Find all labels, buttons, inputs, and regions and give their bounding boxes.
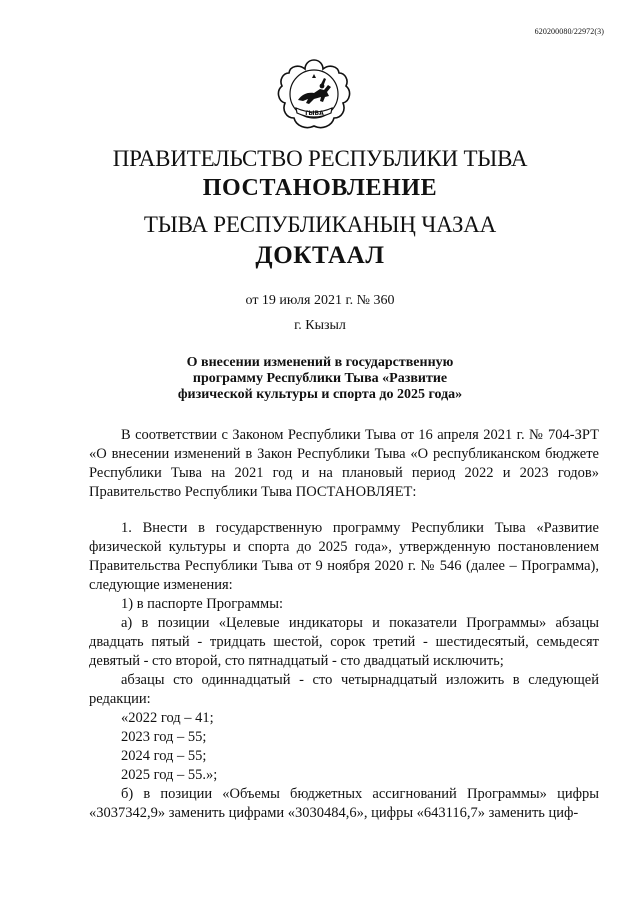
document-id: 620200080/22972(3) xyxy=(534,27,604,36)
title-line: физической культуры и спорта до 2025 года» xyxy=(177,387,463,402)
intro-paragraph xyxy=(89,426,599,502)
paragraph: б) в позиции «Объемы бюджетных ассигнований Программы» цифры «3037342,9» заменить цифрами «3030484,6», цифры «643116,7» заменить циф- xyxy=(89,786,599,821)
list-item: «2022 год – 41; xyxy=(121,710,214,726)
government-title-ru: ПРАВИТЕЛЬСТВО РЕСПУБЛИКИ ТЫВА xyxy=(112,146,528,171)
decree-type-ru: ПОСТАНОВЛЕНИЕ xyxy=(202,175,438,201)
decree-type-tyv: ДОКТААЛ xyxy=(255,242,385,269)
list-item: 2025 год – 55.»; xyxy=(121,767,218,783)
government-title-tyv: ТЫВА РЕСПУБЛИКАНЫҢ ЧАЗАА xyxy=(143,212,497,237)
list-item: 2023 год – 55; xyxy=(121,729,207,745)
paragraph: 1) в паспорте Программы: xyxy=(121,596,283,612)
title-line: программу Республики Тыва «Развитие xyxy=(192,371,448,386)
decree-body xyxy=(89,519,599,823)
paragraph: 1. Внести в государственную программу Республики Тыва «Развитие физической культуры и спорта до 2025 года», утвержденную постановлением Правительства Республики Тыва от 9 ноября 2020 г. № 546 (далее – Программа), следующие изменения: xyxy=(89,520,599,593)
list-item: 2024 год – 55; xyxy=(121,748,207,764)
title-line: О внесении изменений в государственную xyxy=(186,355,454,370)
decree-city: г. Кызыл xyxy=(294,318,346,333)
tyva-coat-of-arms-icon xyxy=(276,56,352,134)
paragraph: а) в позиции «Целевые индикаторы и показатели Программы» абзацы двадцать пятый - тридцать шестой, сорок третий - шестидесятый, семьдесят девятый - сто второй, сто пятнадцатый - сто двадцатый исключить; xyxy=(89,615,599,669)
paragraph: В соответствии с Законом Республики Тыва от 16 апреля 2021 г. № 704-ЗРТ «О внесении изменений в Закон Республики Тыва «О республиканском бюджете Республики Тыва на 2021 год и на плановый период 2022 и 2023 годов» Правительство Республики Тыва ПОСТАНОВЛЯЕТ: xyxy=(89,427,599,500)
paragraph: абзацы сто одиннадцатый - сто четырнадцатый изложить в следующей редакции: xyxy=(89,672,599,707)
decree-date-number: от 19 июля 2021 г. № 360 xyxy=(245,293,395,308)
decree-title xyxy=(0,355,640,403)
emblem-text: ТЫВА xyxy=(304,110,324,117)
